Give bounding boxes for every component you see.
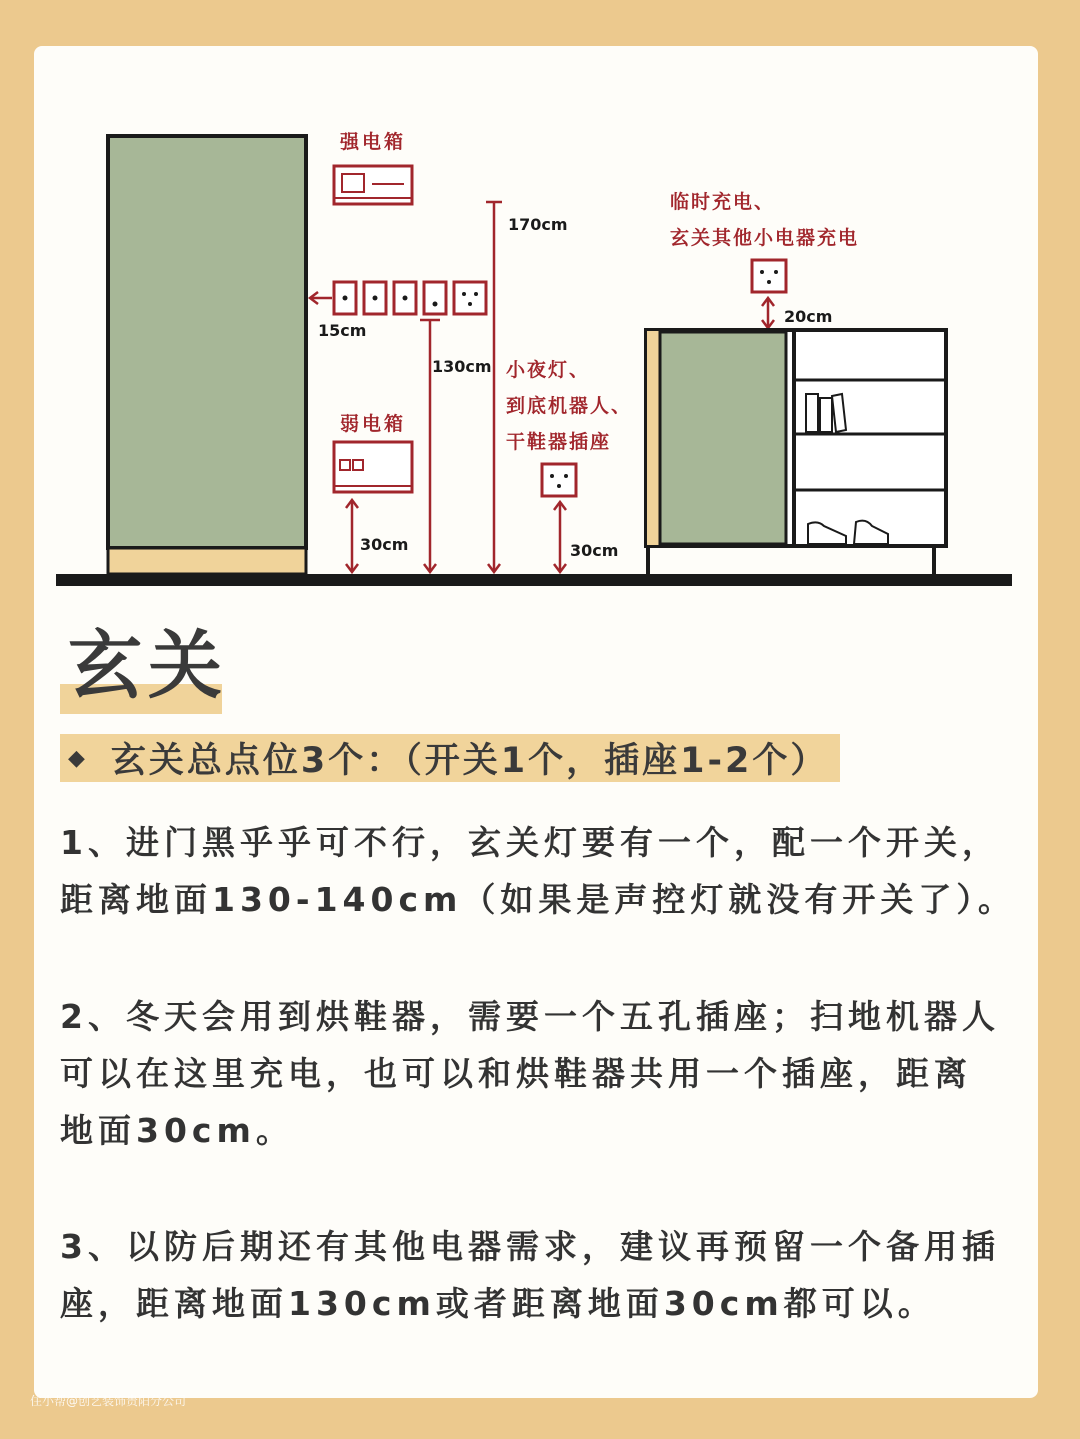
dim-30-socket-arrow	[554, 502, 566, 572]
dim-15-arrow	[310, 292, 332, 304]
weak-electric-box	[334, 442, 412, 492]
night-light-label-line2: 到底机器人、	[506, 395, 633, 417]
section-title	[60, 616, 228, 716]
dim-15-label: 15cm	[318, 321, 367, 340]
entryway-elevation-diagram	[34, 46, 1038, 606]
weak-box-label: 弱电箱	[340, 413, 407, 435]
dim-30-weak-label: 30cm	[360, 535, 409, 554]
floor-line	[56, 574, 1012, 586]
page-title: 玄关	[68, 623, 228, 709]
dim-30-socket-label: 30cm	[570, 541, 619, 560]
tall-wardrobe	[108, 136, 306, 574]
paragraph-2: 2、冬天会用到烘鞋器，需要一个五孔插座；扫地机器人 可以在这里充电，也可以和烘鞋器共用一个插座，距离 地面30cm。	[60, 997, 1000, 1150]
night-light-label-line3: 干鞋器插座	[506, 431, 612, 453]
summary-text: 玄关总点位3个：（开关1个，插座1-2个）	[110, 741, 829, 781]
temp-charge-label-line1: 临时充电、	[670, 191, 776, 213]
temp-charge-label-line2: 玄关其他小电器充电	[670, 227, 860, 249]
paragraph-1: 1、进门黑乎乎可不行，玄关灯要有一个，配一个开关， 距离地面130-140cm（如果是声控灯就没有开关了）。	[60, 823, 1016, 919]
content-card	[34, 46, 1038, 1398]
paragraph-3: 3、以防后期还有其他电器需求，建议再预留一个备用插 座，距离地面130cm或者距离地面30cm都可以。	[60, 1227, 1000, 1323]
dim-170-arrow	[486, 202, 502, 572]
strong-box-label: 强电箱	[340, 131, 407, 153]
diamond-bullet-icon: ◆	[68, 745, 85, 771]
dim-30-weak-arrow	[346, 500, 358, 572]
summary-banner	[60, 734, 840, 782]
switch-panel-row	[334, 282, 486, 314]
watermark: 住小帮@创艺装饰贵阳分公司	[30, 1394, 187, 1408]
night-light-label-line1: 小夜灯、	[506, 359, 591, 381]
dim-20-arrow	[762, 298, 774, 328]
upper-socket	[752, 260, 786, 292]
dim-170-label: 170cm	[508, 215, 568, 234]
low-socket	[542, 464, 576, 496]
strong-electric-box	[334, 166, 412, 204]
dim-130-label: 130cm	[432, 357, 492, 376]
dim-20-label: 20cm	[784, 307, 833, 326]
shoe-cabinet	[646, 330, 946, 574]
